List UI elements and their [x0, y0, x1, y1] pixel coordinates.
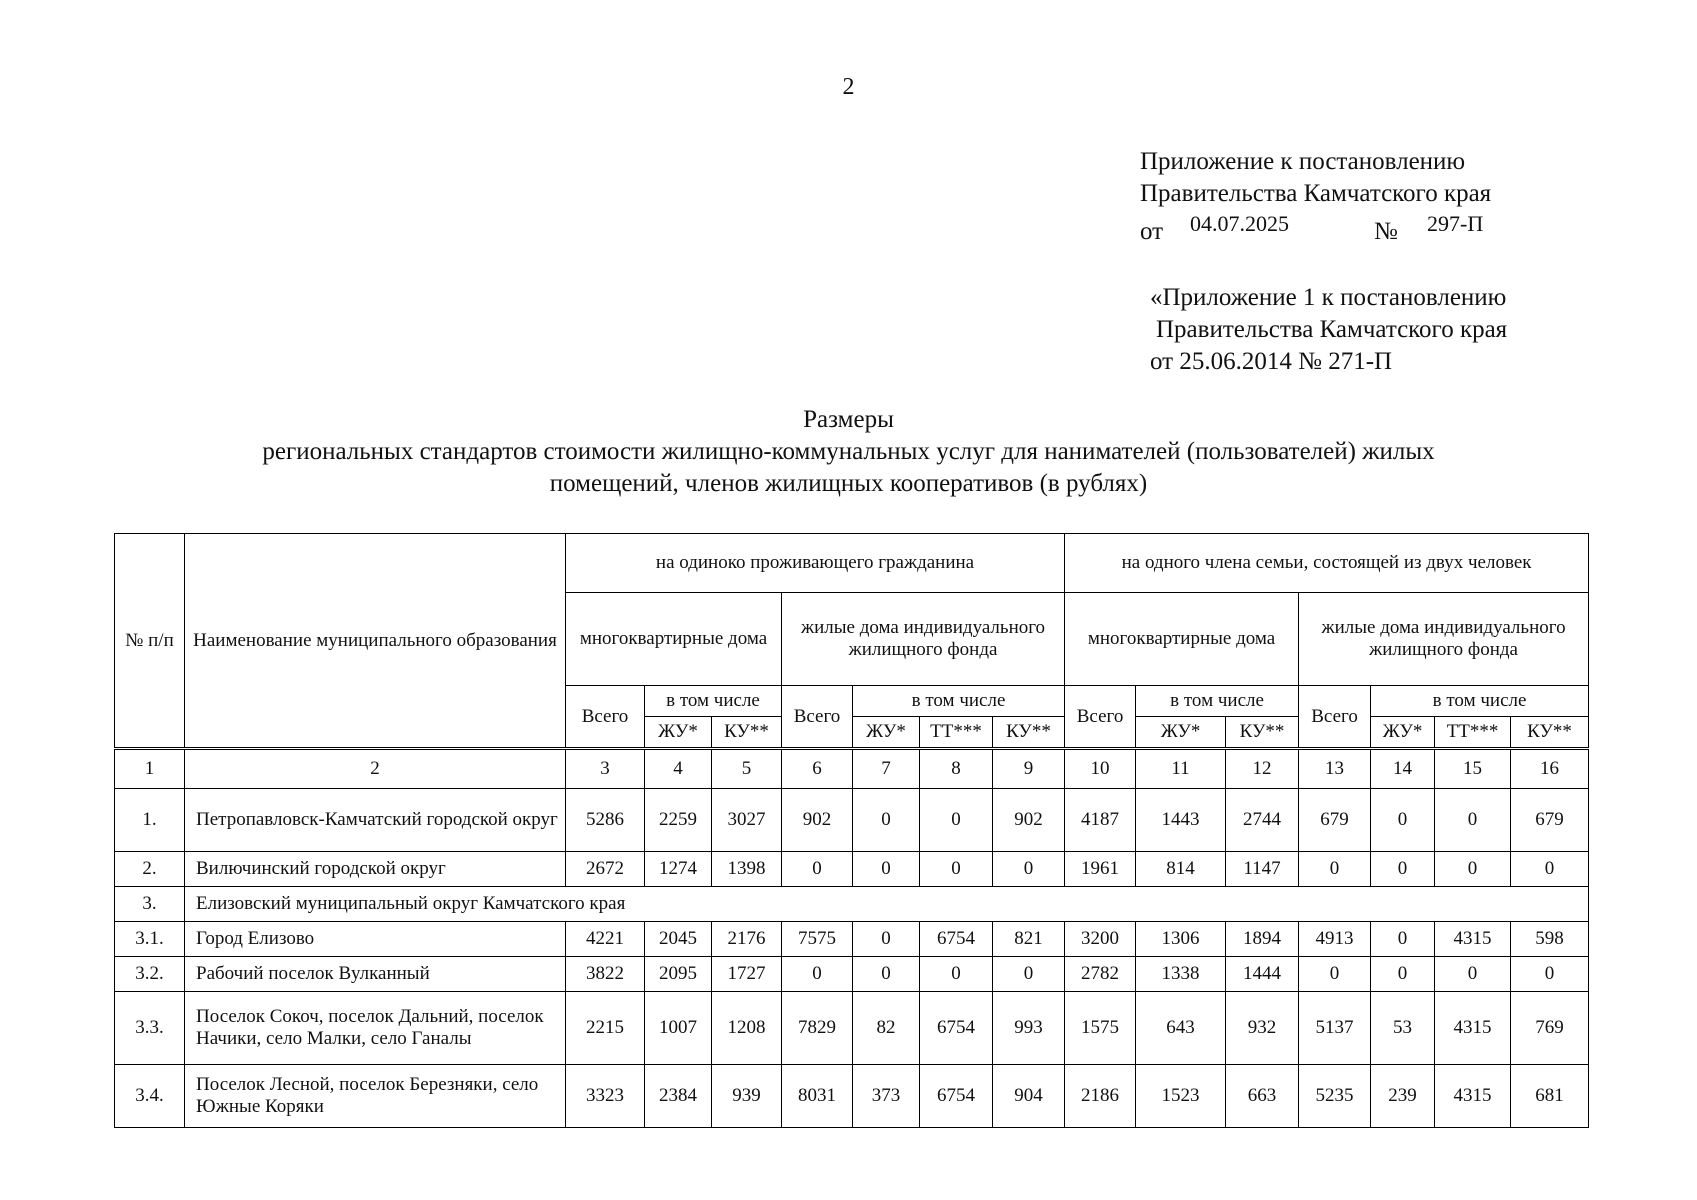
value-cell: 3200: [1065, 922, 1136, 957]
document-title: [0, 404, 1697, 500]
original-line-1: «Приложение 1 к постановлению: [1150, 284, 1507, 311]
column-number-cell: 10: [1065, 749, 1136, 789]
column-number-cell: 2: [185, 749, 566, 789]
value-cell: 239: [1371, 1065, 1435, 1128]
value-cell: 373: [853, 1065, 920, 1128]
value-cell: 1444: [1226, 957, 1299, 992]
value-cell: 769: [1511, 992, 1589, 1065]
column-number-cell: 12: [1226, 749, 1299, 789]
table-row: [115, 887, 1589, 922]
value-cell: 82: [853, 992, 920, 1065]
header-total: Всего: [1299, 686, 1371, 749]
column-number-cell: 3: [566, 749, 645, 789]
value-cell: 1147: [1226, 852, 1299, 887]
header-apartments-single: многоквартирные дома: [566, 593, 782, 686]
value-cell: 2176: [712, 922, 782, 957]
value-cell: 0: [1371, 789, 1435, 852]
value-cell: 932: [1226, 992, 1299, 1065]
value-cell: 53: [1371, 992, 1435, 1065]
municipality-name: Поселок Лесной, поселок Березняки, село Южные Коряки: [185, 1065, 566, 1128]
value-cell: 5235: [1299, 1065, 1371, 1128]
header-individual-family: жилые дома индивидуального жилищного фонда: [1299, 593, 1589, 686]
column-number-cell: 7: [853, 749, 920, 789]
value-cell: 6754: [920, 922, 993, 957]
original-appendix-block: [1150, 282, 1507, 378]
title-line-3: помещений, членов жилищных кооперативов (в рублях): [549, 470, 1148, 497]
municipality-name: Петропавловск-Камчатский городской округ: [185, 789, 566, 852]
row-number: 3.3.: [115, 992, 185, 1065]
appendix-date: 04.07.2025: [1190, 211, 1289, 236]
municipality-name: Рабочий поселок Вулканный: [185, 957, 566, 992]
title-line-2: региональных стандартов стоимости жилищно-коммунальных услуг для нанимателей (пользователей) жилых: [262, 438, 1435, 465]
value-cell: 3822: [566, 957, 645, 992]
value-cell: 679: [1299, 789, 1371, 852]
value-cell: 1306: [1136, 922, 1226, 957]
appendix-number-label: №: [1374, 218, 1398, 245]
value-cell: 1894: [1226, 922, 1299, 957]
value-cell: 814: [1136, 852, 1226, 887]
value-cell: 2186: [1065, 1065, 1136, 1128]
column-number-cell: 8: [920, 749, 993, 789]
value-cell: 4315: [1435, 1065, 1511, 1128]
row-number: 1.: [115, 789, 185, 852]
original-line-2: Правительства Камчатского края: [1156, 316, 1508, 343]
value-cell: 2095: [645, 957, 712, 992]
column-number-cell: 1: [115, 749, 185, 789]
standards-table: [114, 533, 1589, 1128]
value-cell: 679: [1511, 789, 1589, 852]
value-cell: 1208: [712, 992, 782, 1065]
row-number: 3.2.: [115, 957, 185, 992]
value-cell: 1007: [645, 992, 712, 1065]
value-cell: 6754: [920, 992, 993, 1065]
column-number-cell: 9: [993, 749, 1065, 789]
header-zhu: ЖУ*: [1371, 717, 1435, 749]
table-row: [115, 1065, 1589, 1128]
value-cell: 0: [1371, 957, 1435, 992]
value-cell: 1338: [1136, 957, 1226, 992]
municipality-name: Поселок Сокоч, поселок Дальний, поселок Начики, село Малки, село Ганалы: [185, 992, 566, 1065]
header-name: Наименование муниципального образования: [185, 534, 566, 749]
table-row: [115, 957, 1589, 992]
header-ku: КУ**: [1226, 717, 1299, 749]
value-cell: 0: [920, 789, 993, 852]
header-including: в том числе: [1371, 686, 1589, 717]
row-number: 3.1.: [115, 922, 185, 957]
value-cell: 1961: [1065, 852, 1136, 887]
value-cell: 598: [1511, 922, 1589, 957]
value-cell: 0: [1435, 789, 1511, 852]
row-number: 2.: [115, 852, 185, 887]
header-ku: КУ**: [993, 717, 1065, 749]
header-total: Всего: [1065, 686, 1136, 749]
header-total: Всего: [782, 686, 853, 749]
value-cell: 4221: [566, 922, 645, 957]
value-cell: 643: [1136, 992, 1226, 1065]
header-zhu: ЖУ*: [853, 717, 920, 749]
value-cell: 1523: [1136, 1065, 1226, 1128]
value-cell: 0: [993, 957, 1065, 992]
value-cell: 902: [993, 789, 1065, 852]
value-cell: 4315: [1435, 992, 1511, 1065]
value-cell: 2215: [566, 992, 645, 1065]
value-cell: 1398: [712, 852, 782, 887]
header-individual-single: жилые дома индивидуального жилищного фонда: [782, 593, 1065, 686]
column-number-cell: 15: [1435, 749, 1511, 789]
row-number: 3.4.: [115, 1065, 185, 1128]
value-cell: 0: [1435, 852, 1511, 887]
value-cell: 904: [993, 1065, 1065, 1128]
header-tt: ТТ***: [1435, 717, 1511, 749]
original-line-3: от 25.06.2014 № 271-П: [1150, 348, 1393, 375]
municipality-name: Город Елизово: [185, 922, 566, 957]
header-family: на одного члена семьи, состоящей из двух человек: [1065, 534, 1589, 593]
value-cell: 4187: [1065, 789, 1136, 852]
value-cell: 663: [1226, 1065, 1299, 1128]
value-cell: 0: [920, 852, 993, 887]
value-cell: 0: [993, 852, 1065, 887]
title-line-1: Размеры: [803, 406, 894, 433]
value-cell: 5286: [566, 789, 645, 852]
column-number-cell: 14: [1371, 749, 1435, 789]
value-cell: 0: [853, 922, 920, 957]
value-cell: 7829: [782, 992, 853, 1065]
value-cell: 0: [853, 852, 920, 887]
value-cell: 4913: [1299, 922, 1371, 957]
header-tt: ТТ***: [920, 717, 993, 749]
value-cell: 0: [782, 852, 853, 887]
value-cell: 8031: [782, 1065, 853, 1128]
table-row: [115, 789, 1589, 852]
value-cell: 1443: [1136, 789, 1226, 852]
header-num: № п/п: [115, 534, 185, 749]
value-cell: 2782: [1065, 957, 1136, 992]
value-cell: 4315: [1435, 922, 1511, 957]
header-ku: КУ**: [1511, 717, 1589, 749]
header-zhu: ЖУ*: [645, 717, 712, 749]
column-number-cell: 6: [782, 749, 853, 789]
header-apartments-family: многоквартирные дома: [1065, 593, 1299, 686]
value-cell: 2672: [566, 852, 645, 887]
column-number-row: [115, 749, 1589, 789]
value-cell: 6754: [920, 1065, 993, 1128]
column-number-cell: 16: [1511, 749, 1589, 789]
header-including: в том числе: [853, 686, 1065, 717]
municipality-name: Елизовский муниципальный округ Камчатского края: [185, 887, 1589, 922]
header-including: в том числе: [1136, 686, 1299, 717]
table-row: [115, 922, 1589, 957]
value-cell: 2045: [645, 922, 712, 957]
value-cell: 681: [1511, 1065, 1589, 1128]
value-cell: 0: [920, 957, 993, 992]
header-single: на одиноко проживающего гражданина: [566, 534, 1065, 593]
value-cell: 0: [1511, 852, 1589, 887]
table-row: [115, 852, 1589, 887]
value-cell: 821: [993, 922, 1065, 957]
header-including: в том числе: [645, 686, 782, 717]
header-zhu: ЖУ*: [1136, 717, 1226, 749]
value-cell: 0: [1299, 957, 1371, 992]
row-number: 3.: [115, 887, 185, 922]
value-cell: 1727: [712, 957, 782, 992]
appendix-from-label: от: [1140, 218, 1164, 245]
value-cell: 0: [853, 789, 920, 852]
value-cell: 3323: [566, 1065, 645, 1128]
value-cell: 7575: [782, 922, 853, 957]
value-cell: 902: [782, 789, 853, 852]
value-cell: 0: [853, 957, 920, 992]
header-row-top: [115, 534, 1589, 593]
table-row: [115, 992, 1589, 1065]
appendix-date-line: [1140, 210, 1491, 245]
value-cell: 0: [1371, 922, 1435, 957]
value-cell: 1575: [1065, 992, 1136, 1065]
appendix-block: [1140, 146, 1492, 245]
value-cell: 2259: [645, 789, 712, 852]
value-cell: 0: [1371, 852, 1435, 887]
value-cell: 0: [1299, 852, 1371, 887]
appendix-number: 297-П: [1427, 211, 1484, 236]
value-cell: 993: [993, 992, 1065, 1065]
value-cell: 3027: [712, 789, 782, 852]
appendix-line-2: Правительства Камчатского края: [1140, 180, 1492, 207]
value-cell: 2744: [1226, 789, 1299, 852]
value-cell: 0: [1511, 957, 1589, 992]
value-cell: 0: [782, 957, 853, 992]
column-number-cell: 13: [1299, 749, 1371, 789]
value-cell: 5137: [1299, 992, 1371, 1065]
value-cell: 1274: [645, 852, 712, 887]
column-number-cell: 4: [645, 749, 712, 789]
page-number: 2: [842, 74, 855, 100]
appendix-line-1: Приложение к постановлению: [1140, 148, 1466, 175]
column-number-cell: 11: [1136, 749, 1226, 789]
header-total: Всего: [566, 686, 645, 749]
value-cell: 2384: [645, 1065, 712, 1128]
value-cell: 0: [1435, 957, 1511, 992]
municipality-name: Вилючинский городской округ: [185, 852, 566, 887]
value-cell: 939: [712, 1065, 782, 1128]
column-number-cell: 5: [712, 749, 782, 789]
header-ku: КУ**: [712, 717, 782, 749]
